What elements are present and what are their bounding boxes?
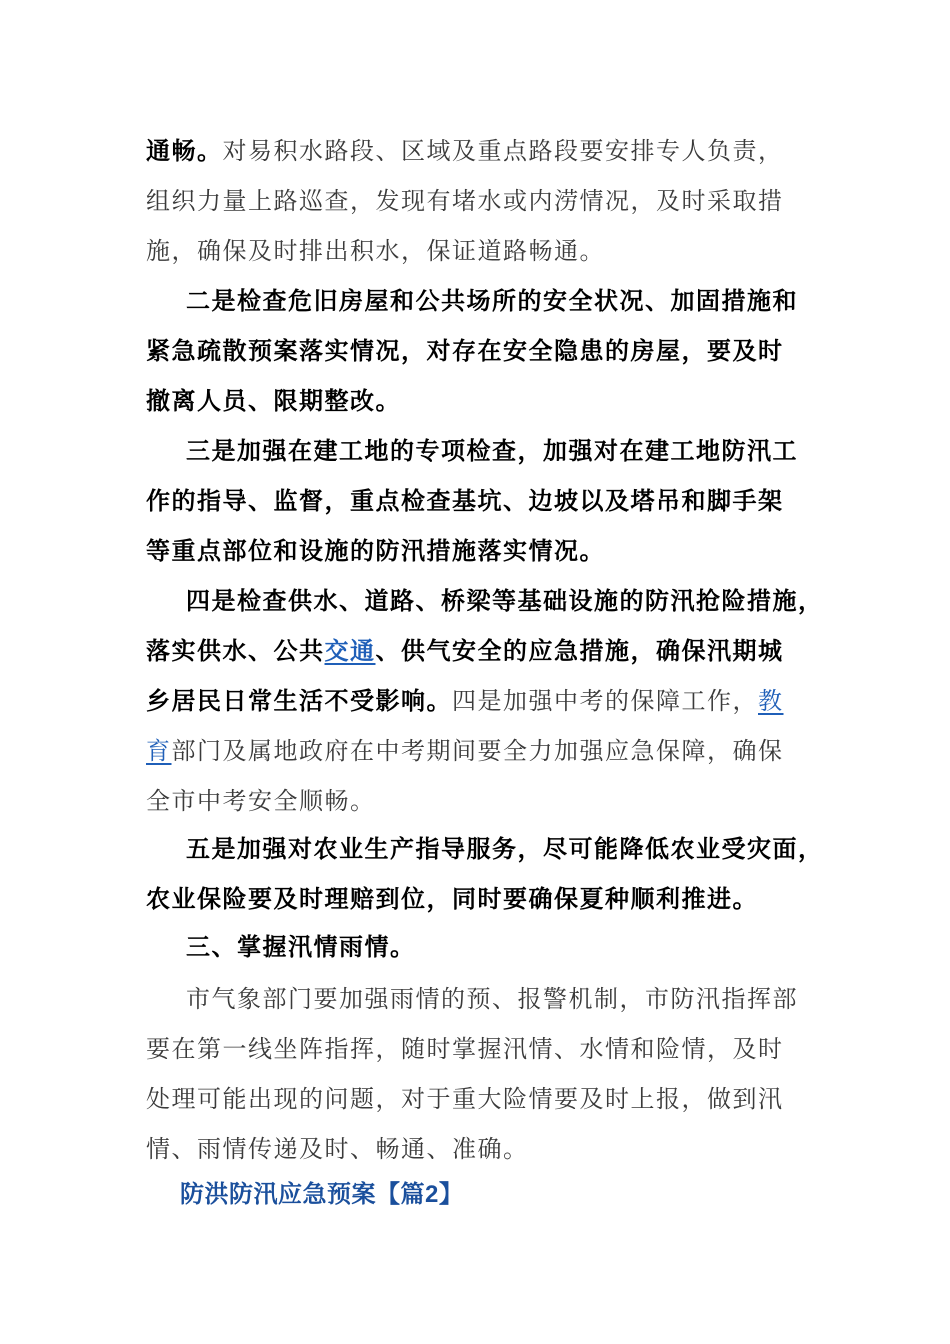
paragraph-infrastructure	[146, 576, 824, 826]
paragraph-line: 二是检查危旧房屋和公共场所的安全状况、加固措施和	[186, 287, 798, 315]
paragraph-text-bold: 乡居民日常生活不受影响。	[146, 687, 452, 715]
paragraph-text: 部门及属地政府在中考期间要全力加强应急保障，确保	[171, 737, 784, 765]
paragraph-text: 四是加强中考的保障工作，	[452, 687, 758, 715]
paragraph-text: 对易积水路段、区域及重点路段要安排专人负责，	[222, 137, 784, 165]
paragraph-line: 等重点部位和设施的防汛措施落实情况。	[146, 537, 605, 565]
paragraph-construction-sites	[146, 426, 810, 576]
subheading-flood-rain-info	[146, 922, 810, 972]
paragraph-text-bold: 落实供水、公共	[146, 637, 325, 665]
paragraph-old-houses	[146, 276, 810, 426]
section-heading: 防洪防汛应急预案【篇2】	[180, 1181, 464, 1208]
paragraph-weather-department	[146, 974, 810, 1174]
paragraph-line: 要在第一线坐阵指挥，随时掌握汛情、水情和险情，及时	[146, 1035, 784, 1063]
link-education-continued[interactable]: 育	[146, 737, 172, 765]
paragraph-line: 作的指导、监督，重点检查基坑、边坡以及塔吊和脚手架	[146, 487, 784, 515]
paragraph-line: 三是加强在建工地的专项检查，加强对在建工地防汛工	[186, 437, 798, 465]
paragraph-line: 三、掌握汛情雨情。	[186, 933, 416, 961]
paragraph-line: 撤离人员、限期整改。	[146, 387, 401, 415]
paragraph-line: 施，确保及时排出积水，保证道路畅通。	[146, 237, 605, 265]
paragraph-agriculture	[146, 824, 824, 924]
paragraph-line: 市气象部门要加强雨情的预、报警机制，市防汛指挥部	[186, 985, 798, 1013]
paragraph-line: 五是加强对农业生产指导服务，尽可能降低农业受灾面，	[186, 835, 824, 863]
paragraph-line: 农业保险要及时理赔到位，同时要确保夏种顺利推进。	[146, 885, 758, 913]
link-transport[interactable]: 交通	[324, 637, 376, 665]
paragraph-text-bold: 、供气安全的应急措施，确保汛期城	[375, 637, 784, 665]
paragraph-line: 组织力量上路巡查，发现有堵水或内涝情况，及时采取措	[146, 187, 784, 215]
paragraph-line: 情、雨情传递及时、畅通、准确。	[146, 1135, 529, 1163]
paragraph-line: 紧急疏散预案落实情况，对存在安全隐患的房屋，要及时	[146, 337, 784, 365]
paragraph-line: 处理可能出现的问题，对于重大险情要及时上报，做到汛	[146, 1085, 784, 1113]
paragraph-line: 全市中考安全顺畅。	[146, 787, 376, 815]
paragraph-line: 四是检查供水、道路、桥梁等基础设施的防汛抢险措施，	[186, 587, 824, 615]
link-education[interactable]: 教	[758, 687, 784, 715]
paragraph-text-bold: 通畅。	[146, 137, 223, 165]
paragraph-road-drainage	[146, 126, 810, 276]
